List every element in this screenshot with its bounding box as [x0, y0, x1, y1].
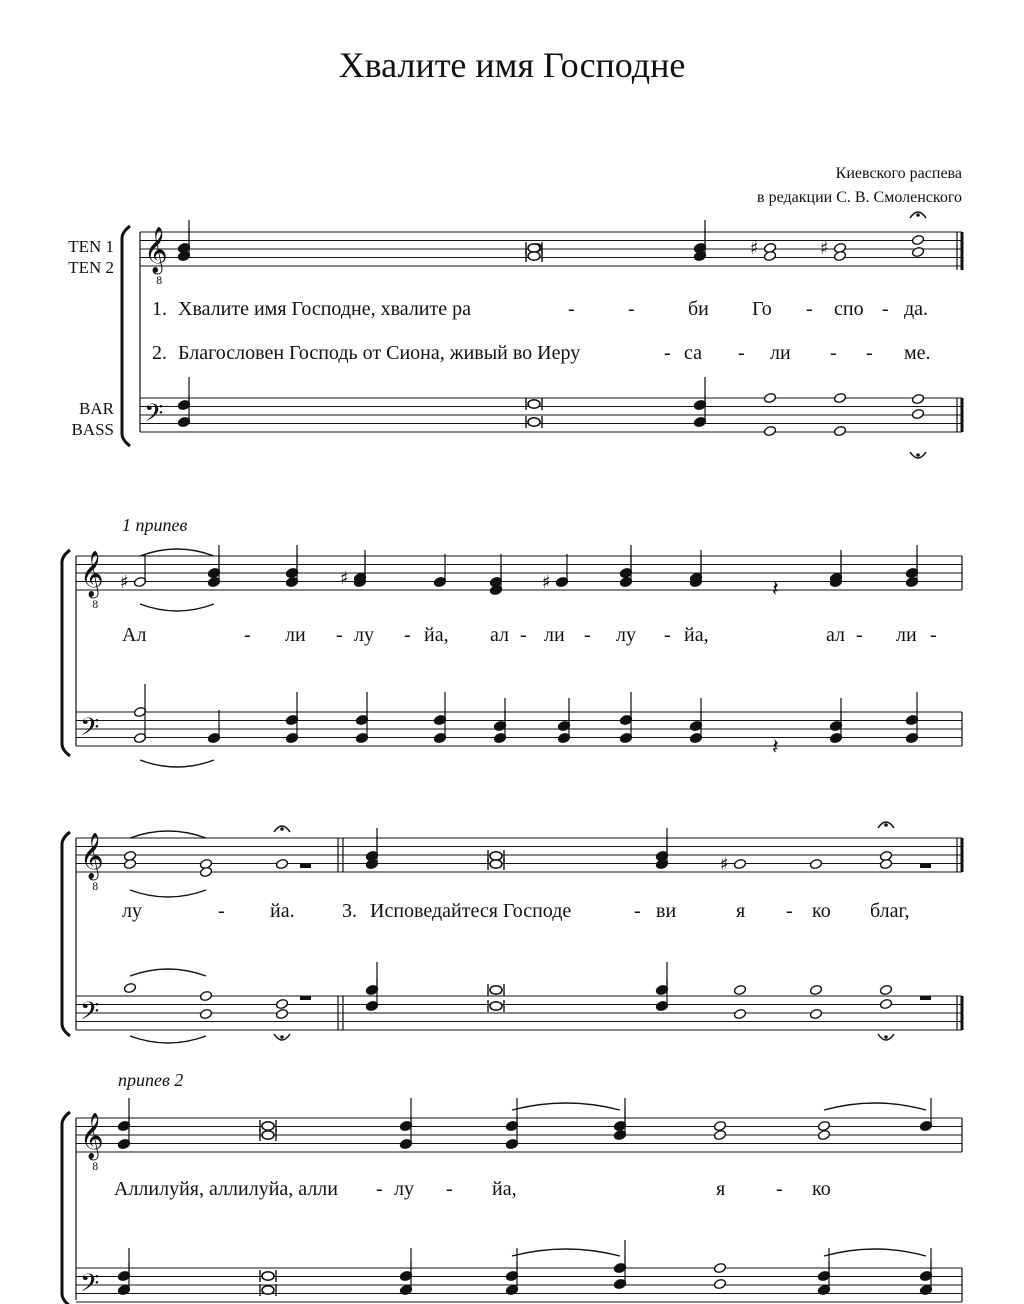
slur [140, 760, 214, 767]
slur [824, 1249, 926, 1256]
breve-head [490, 852, 502, 860]
rest-icon: 𝄽 [772, 577, 779, 602]
lyric-v1-syllable: би [688, 298, 709, 320]
note-head [733, 1008, 746, 1019]
slur [130, 831, 206, 838]
slur [512, 1249, 620, 1256]
breve-head [490, 986, 502, 994]
note-head [123, 858, 136, 869]
note-head [833, 425, 846, 436]
lyric-s3-num: 3. [342, 900, 357, 922]
lyric-v1-syllable: спо [834, 298, 864, 320]
note-head [275, 858, 288, 869]
slur [130, 969, 206, 976]
breve-head [262, 1286, 274, 1294]
note-head [763, 392, 776, 403]
lyric-v2-syllable: са [684, 342, 702, 364]
lyric-r2-hyphen: - [446, 1178, 453, 1200]
sharp-icon: ♯ [542, 572, 551, 593]
note-head [911, 234, 924, 245]
lyric-r1-syllable: ал [490, 624, 510, 646]
note-head [879, 984, 892, 995]
note-head [713, 1278, 726, 1289]
lyric-r2-hyphen: - [376, 1178, 383, 1200]
note-head [199, 866, 212, 877]
note-head [817, 1129, 830, 1140]
fermata-dot [884, 1035, 888, 1039]
slur [140, 604, 214, 611]
lyric-r2-syllable: лу [394, 1178, 414, 1200]
lyric-r1-hyphen: - [404, 624, 411, 646]
note-head [911, 408, 924, 419]
lyric-r1-syllable: ли [896, 624, 917, 646]
note-head [879, 858, 892, 869]
lyric-r1-syllable: Ал [122, 624, 147, 646]
slur [140, 549, 214, 556]
note-head [817, 1120, 830, 1131]
lyric-v1-syllable: да. [904, 298, 929, 320]
treble-clef-icon: 𝄞 [144, 227, 168, 273]
section-refrain-2: припев 2 [118, 1070, 184, 1090]
lyric-s3-text: Исповедайтеся Господе [370, 900, 572, 922]
fermata-dot [280, 1035, 284, 1039]
octave-mark: 8 [92, 1162, 99, 1173]
octave-mark: 8 [156, 276, 163, 287]
system-bracket [62, 832, 70, 1036]
note-head [275, 998, 288, 1009]
breve-head [262, 1122, 274, 1130]
voice-label-bar: BAR [79, 399, 114, 418]
sharp-icon: ♯ [120, 572, 129, 593]
breve-head [528, 418, 540, 426]
lyric-r1-syllable: ли [285, 624, 306, 646]
lyric-r1-syllable: лу [354, 624, 374, 646]
voice-label-bass-name: BASS [71, 420, 114, 439]
lyric-s3-hyphen: - [786, 900, 793, 922]
system-bracket [122, 226, 130, 446]
lyric-r1-hyphen: - [930, 624, 937, 646]
sharp-icon: ♯ [750, 238, 759, 259]
lyric-r1-syllable: йа, [684, 624, 709, 646]
treble-clef-icon: 𝄞 [80, 833, 104, 879]
lyric-v2-text: Благословен Господь от Сиона, живый во Иеру [178, 342, 581, 364]
breve-head [490, 1002, 502, 1010]
voice-label-ten1: TEN 1 [68, 237, 114, 256]
page-title: Хвалите имя Господне [338, 45, 686, 85]
lyric-v2-hyphen: - [738, 342, 745, 364]
lyric-s3-syllable: благ, [870, 900, 910, 922]
half-rest-icon [300, 996, 311, 1000]
note-head [123, 982, 136, 993]
note-head [733, 858, 746, 869]
lyric-v1-hyphen: - [806, 298, 813, 320]
bass-clef-icon: 𝄢 [80, 1269, 100, 1304]
lyric-r2-syllable: я [716, 1178, 726, 1200]
slur [130, 1036, 206, 1043]
lyric-s3-syllable: ви [656, 900, 677, 922]
lyric-s3-syllable: йа. [270, 900, 295, 922]
lyric-v1-hyphen: - [628, 298, 635, 320]
fermata-dot [916, 453, 920, 457]
octave-mark: 8 [92, 600, 99, 611]
lyric-s3-syllable: лу [122, 900, 142, 922]
breve-head [528, 244, 540, 252]
section-refrain-1: 1 припев [122, 515, 188, 535]
sharp-icon: ♯ [820, 238, 829, 259]
lyric-v1-hyphen: - [882, 298, 889, 320]
lyric-v1-num: 1. [152, 298, 167, 320]
lyric-v1-text: Хвалите имя Господне, хвалите ра [178, 298, 472, 320]
slur [512, 1103, 620, 1110]
slur [130, 890, 206, 897]
lyric-r1-hyphen: - [244, 624, 251, 646]
fermata-dot [280, 827, 284, 831]
lyric-v2-hyphen: - [866, 342, 873, 364]
bass-clef-icon: 𝄢 [80, 997, 100, 1032]
lyric-v2-syllable: ме. [904, 342, 931, 364]
lyric-v2-num: 2. [152, 342, 167, 364]
fermata-dot [916, 213, 920, 217]
system-bracket [62, 1112, 70, 1304]
note-head [809, 984, 822, 995]
lyric-r2-text: Аллилуйя, аллилуйа, алли [114, 1178, 338, 1200]
lyric-r2-syllable: йа, [492, 1178, 517, 1200]
treble-clef-icon: 𝄞 [80, 1113, 104, 1159]
lyric-r1-syllable: йа, [424, 624, 449, 646]
breve-head [262, 1272, 274, 1280]
lyric-s3-syllable: я [736, 900, 746, 922]
octave-mark: 8 [92, 882, 99, 893]
lyric-r1-hyphen: - [584, 624, 591, 646]
lyric-s3-hyphen: - [634, 900, 641, 922]
note-head [763, 250, 776, 261]
note-head [911, 393, 924, 404]
note-head [809, 858, 822, 869]
lyric-r2-syllable: ко [812, 1178, 831, 1200]
slur [824, 1103, 926, 1110]
system-bracket [62, 550, 70, 756]
composer-line-1: Киевского распева [835, 165, 962, 182]
breve-head [262, 1131, 274, 1139]
note-head [713, 1129, 726, 1140]
lyric-r2-hyphen: - [776, 1178, 783, 1200]
voice-label-ten2: TEN 2 [68, 258, 114, 277]
lyric-r1-hyphen: - [520, 624, 527, 646]
lyric-v2-hyphen: - [830, 342, 837, 364]
bass-clef-icon: 𝄢 [144, 399, 164, 434]
lyric-r1-hyphen: - [336, 624, 343, 646]
half-rest-icon [920, 864, 931, 868]
half-rest-icon [920, 996, 931, 1000]
treble-clef-icon: 𝄞 [80, 551, 104, 597]
lyric-r1-syllable: ал [826, 624, 846, 646]
note-head [733, 984, 746, 995]
lyric-v2-syllable: ли [770, 342, 791, 364]
score-markings [120, 212, 931, 1256]
sharp-icon: ♯ [340, 568, 349, 589]
lyric-s3-syllable: ко [812, 900, 831, 922]
sharp-icon: ♯ [720, 854, 729, 875]
breve-head [528, 252, 540, 260]
lyric-r1-hyphen: - [856, 624, 863, 646]
rest-icon: 𝄽 [772, 735, 779, 760]
lyric-v1-syllable: Го [752, 298, 772, 320]
bass-clef-icon: 𝄢 [80, 713, 100, 748]
note-head [275, 1008, 288, 1019]
note-head [833, 392, 846, 403]
fermata-dot [884, 823, 888, 827]
note-head [879, 998, 892, 1009]
composer-line-2: в редакции С. В. Смоленского [757, 189, 962, 206]
lyric-v2-hyphen: - [664, 342, 671, 364]
breve-head [528, 400, 540, 408]
note-head [199, 1008, 212, 1019]
note-head [199, 990, 212, 1001]
note-head [713, 1262, 726, 1273]
breve-head [490, 860, 502, 868]
note-head [763, 425, 776, 436]
note-head [809, 1008, 822, 1019]
lyric-v1-hyphen: - [568, 298, 575, 320]
note-head [833, 250, 846, 261]
lyric-s3-hyphen: - [218, 900, 225, 922]
note-head [911, 246, 924, 257]
half-rest-icon [300, 864, 311, 868]
lyric-r1-syllable: лу [616, 624, 636, 646]
lyric-r1-syllable: ли [544, 624, 565, 646]
note-head [713, 1120, 726, 1131]
lyric-r1-hyphen: - [664, 624, 671, 646]
